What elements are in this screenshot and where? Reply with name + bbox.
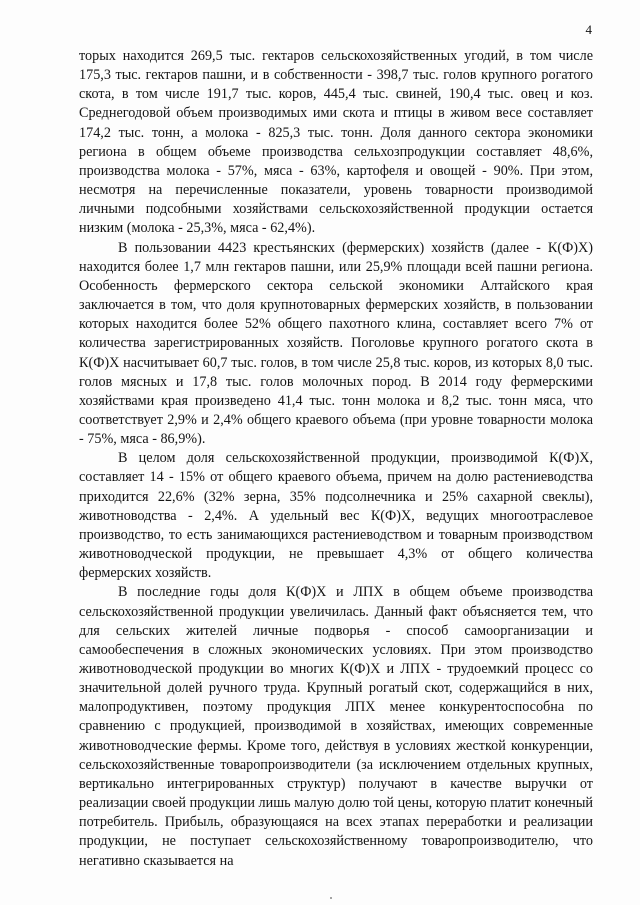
paragraph-recent-years: В последние годы доля К(Ф)Х и ЛПХ в общем объеме производства сельскохозяйственной продукции увеличилась. Данный факт объясняется тем, что для сельских жителей личные подворья - способ самоорганизации и самообеспечения в сложных экономических условиях. При этом производство животноводческой продукции во многих К(Ф)Х и ЛПХ - трудоемкий процесс со значительной долей ручного труда. Крупный рогатый скот, содержащийся в них, малопродуктивен, поэтому продукция ЛПХ менее конкурентоспособна по сравнению с продукцией, производимой в хозяйствах, имеющих современные животноводческие фермы. Кроме того, действуя в условиях жесткой конкуренции, сельскохозяйственные товаропроизводители (за исключением отдельных крупных, вертикально интегрированных структур) получают в качестве выручки от реализации своей продукции лишь малую долю той цены, которую платит конечный потребитель. Прибыль, образующаяся на всех этапах переработки и реализации продукции, не поступает сельскохозяйственному товаропроизводителю, что негативно сказывается на <box>79 584 593 869</box>
page-number: 4 <box>585 22 592 37</box>
paragraph-farms-share: В целом доля сельскохозяйственной продукции, производимой К(Ф)Х, составляет 14 - 15% от общего краевого объема, причем на долю растениеводства приходится 22,6% (32% зерна, 35% подсолнечника и 25% сахарной свеклы), животноводства - 2,4%. А удельный вес К(Ф)Х, ведущих многоотраслевое производство, то есть занимающихся растениеводством и товарным производством животноводческой продукции, не превышает 4,3% от общего количества фермерских хозяйств. <box>79 450 593 582</box>
scan-speck <box>330 897 332 899</box>
paragraph-farms-overview: В пользовании 4423 крестьянских (фермерских) хозяйств (далее - К(Ф)Х) находится более 1,7 млн гектаров пашни, или 25,9% площади всей пашни региона. Особенность фермерского сектора сельской экономики Алтайского края заключается в том, что доля крупнотоварных фермерских хозяйств, в пользовании которых находится более 52% общего пахотного клина, составляет всего 7% от количества зарегистрированных хозяйств. Поголовье крупного рогатого скота в К(Ф)Х насчитывает 60,7 тыс. голов, в том числе 25,8 тыс. коров, из которых 8,0 тыс. голов мясных и 17,8 тыс. голов молочных пород. В 2014 году фермерскими хозяйствами края произведено 41,4 тыс. тонн молока и 8,2 тыс. тонн мяса, что соответствует 2,9% и 2,4% общего краевого объема (при уровне товарности молока - 75%, мяса - 86,9%). <box>79 239 593 448</box>
document-body <box>79 47 593 871</box>
paragraph-continuation: торых находится 269,5 тыс. гектаров сельскохозяйственных угодий, в том числе 175,3 тыс. гектаров пашни, и в собственности - 398,7 тыс. голов крупного рогатого скота, в том числе 191,7 тыс. коров, 445,4 тыс. свиней, 190,4 тыс. овец и коз. Среднегодовой объем производимых ими скота и птицы в живом весе составляет 174,2 тыс. тонн, а молока - 825,3 тыс. тонн. Доля данного сектора экономики региона в общем объеме производства сельхозпродукции составляет 48,6%, производства молока - 57%, мяса - 63%, картофеля и овощей - 90%. При этом, несмотря на перечисленные показатели, уровень товарности производимой личными подсобными хозяйствами сельскохозяйственной продукции остается низким (молока - 25,3%, мяса - 62,4%). <box>79 48 593 237</box>
